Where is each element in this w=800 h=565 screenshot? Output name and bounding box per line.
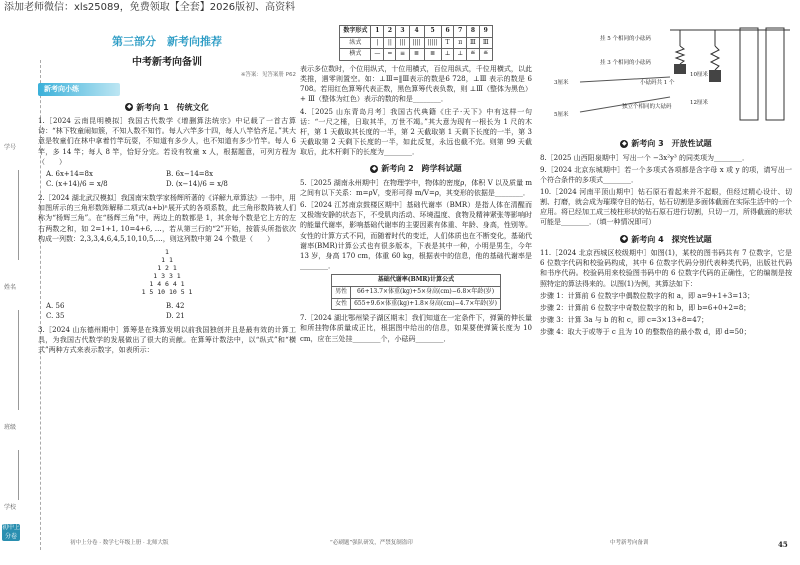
question-2: 2.［2024 湖北武汉模拟］我国南宋数学家杨辉所著的《详解九章算法》一书中，用如图所示的三角形数阵解释二项式(a+b)ⁿ展开式的各项系数，此三角形数阵被人们称为“杨辉三角”。在“杨辉三角”中，两边上的数都是 1，其余每个数是它上方的左右两数之和，如 2=1+1, 10=4+6, …，若从第三行的“2”开始，按箭头所指依次构成一列数：2,3,3,4,6,4,5,10,10,5,…，则这列数中第 24 个数是（ ） — [38, 194, 296, 243]
triangle-row: 1 5 10 10 5 1 — [141, 288, 193, 297]
option[interactable]: C. (x+14)/6 = x/8 — [46, 179, 108, 188]
column-left — [38, 22, 296, 357]
question-1: 1.［2024 云南昆明模拟］我国古代数学《增删算法统宗》中记载了一首古算诗：“林下牧童闹如簇，不知人数不知竹。每人六竿多十四，每人八竿恰齐足。”其大意是牧童们在林中拿着竹竿玩耍，不知道有多少人，也不知道有多少竹竿。每人 6 竿，多 14 竿；每人 8 竿，恰好分完。若设有牧童 x 人，根据题意，可列方程为（ ） — [38, 117, 296, 166]
bullet-icon: ◆ — [622, 235, 627, 243]
part-title: 第三部分 新考向推荐 — [112, 35, 222, 48]
diagram-label: 独立个相同的大砝码 — [622, 104, 672, 110]
diagram-length: 5厘米 — [554, 112, 569, 118]
question-8: 8.［2025 山西阳泉期中］写出一个 −3x²y³ 的同类项为________． — [540, 153, 750, 162]
section-ribbon: 新考向小练 — [38, 83, 120, 95]
option[interactable]: C. 35 — [46, 311, 65, 320]
table-row: 女性 655+9.6×体重(kg)+1.8×身高(cm)−4.7×年龄(岁) — [332, 298, 501, 310]
promo-banner: 添加老师微信：xls25089，免费领取【全套】2026版初、高资料 — [4, 2, 296, 13]
section-heading-3: ◆ 新考向 3 开放性试题 — [622, 139, 712, 148]
spring-diagram — [540, 22, 792, 132]
triangle-row: 1 3 3 1 — [153, 272, 181, 281]
binding-label-name: 姓名 — [4, 284, 17, 291]
answer-reference: ※答案：见答案册 P62 — [240, 72, 296, 79]
section-heading-2: ◆ 新考向 2 跨学科试题 — [372, 164, 462, 174]
question-3: 3.［2024 山东德州期中］算筹是在珠算发明以前我国独创并且是最有效的计算工具，为我国古代数学的发展做出了很大的贡献。在算筹计数法中，以“纵式”和“横式”两种方式来表示数字，如表所示： — [38, 325, 296, 355]
option[interactable]: A. 6x+14=8x — [46, 169, 93, 178]
binding-strip — [0, 60, 41, 550]
option[interactable]: A. 56 — [46, 301, 65, 310]
question-5: 5.［2025 湖南永州期中］在物理学中，物体的密度ρ，体积 V 以及质量 m 之间有以下关系：m=ρV，变形可得 m/V=ρ，其变形的依据是________． — [300, 178, 532, 198]
option[interactable]: D. 21 — [166, 311, 185, 320]
counting-rod-table — [339, 25, 492, 61]
footer-left: 初中上分卷 · 数学七年级上册 · 北师大版 — [70, 540, 169, 546]
question-9: 9.［2024 北京东城期中］若一个多项式各项都是含字母 x 或 y 的项，请写出一个符合条件的多项式________． — [540, 165, 792, 184]
binding-line — [18, 450, 19, 500]
bullet-icon: ◆ — [372, 164, 377, 172]
option[interactable]: B. 42 — [166, 301, 185, 310]
column-middle — [300, 22, 532, 346]
diagram-label: 挂 3 个相同的小砝码 — [600, 60, 651, 66]
binding-line — [18, 310, 19, 410]
triangle-row: 1 4 6 4 1 — [149, 280, 185, 289]
question-1-options — [46, 169, 296, 189]
question-2-options — [46, 301, 296, 321]
section-heading-4: ◆ 新考向 4 探究性试题 — [622, 234, 712, 244]
diagram-length: 3厘米 — [554, 80, 569, 86]
table-header-row: 数字形式 1 2 3 4 5 6 7 8 9 — [340, 26, 492, 38]
question-10: 10.［2024 河南平顶山期中］钻石原石看起来并不起眼，但经过精心设计、切割、打磨，就会成为璀璨夺目的钻石，钻石切割是多面体截面在实际生活中的一个应用。将已经加工成三棱柱形状的钻石原石进行切割，只切一刀，所得截面的形状可能是________．（填一种情况即可） — [540, 188, 792, 227]
footer-middle: “必刷题”强队研发，严禁复制盗印 — [330, 540, 413, 546]
question-7: 7.［2024 湖北鄂州梁子湖区期末］我们知道在一定条件下，弹簧的伸长量和所挂物体质量成正比，根据图中给出的信息，如果要使弹簧长度为 10 cm，应在三处挂________个，小砝码________． — [300, 314, 532, 343]
binding-label-id: 学号 — [4, 144, 17, 151]
diagram-length: 10厘米 — [690, 72, 708, 78]
question-11-step: 步骤 3：计算 3a 与 b 的和 c，即 c=3×13+8=47； — [540, 316, 709, 325]
option[interactable]: B. 6x−14=8x — [166, 169, 214, 178]
yang-hui-triangle — [38, 248, 296, 297]
option[interactable]: D. (x−14)/6 = x/8 — [166, 179, 228, 188]
triangle-row: 1 1 — [161, 255, 173, 264]
page-subtitle: 中考新考向备训 — [132, 56, 202, 68]
binding-tag: 初中上分卷 — [2, 524, 21, 540]
binding-label-school: 学校 — [4, 504, 17, 511]
spring-diagram-svg — [540, 22, 792, 132]
question-11-step: 步骤 4：取大于或等于 c 且为 10 的整数倍的最小数 d，即 d=50； — [540, 328, 751, 337]
diagram-label: 挂 5 个相同的小砝码 — [600, 36, 651, 42]
bmr-table-title: 基础代谢率(BMR)计算公式 — [332, 275, 501, 287]
bullet-icon: ◆ — [622, 139, 627, 147]
column-right — [540, 22, 792, 339]
page-number: 45 — [778, 540, 788, 549]
question-4: 4.［2025 山东青岛月考］我国古代典籍《庄子·天下》中有这样一句话：“一尺之棰，日取其半，万世不竭。”其大意为现有一根长为 1 尺的木杆，第 1 天截取其长度的一半，第 2 天截取第 1 天剩下长度的一半，第 3 天截取第 2 天剩下长度的一半，如此反复，永远也截不完。则第 99 天截取后，此木杆剩下的长度为________． — [300, 107, 532, 157]
table-row: 纵式 | || ||| |||| ||||| T π Ⅲ Ⅲ — [340, 37, 492, 49]
table-row: 男性 66+13.7×体重(kg)+5×身高(cm)−6.8×年龄(岁) — [332, 286, 501, 298]
diagram-label: 小砝码共 1 个 — [640, 80, 675, 86]
question-11-step: 步骤 1：计算前 6 位数字中偶数位数字的和 a，即 a=9+1+3=13； — [540, 291, 755, 300]
triangle-row: 1 — [165, 247, 169, 256]
table-row: 横式 — = ≡ ≣ ≣ ⊥ ⊥ ≝ ≝ — [340, 49, 492, 61]
triangle-row: 1 2 1 — [157, 264, 177, 273]
footer-right: 中考新考向备训 — [610, 540, 649, 546]
diagram-length: 12厘米 — [690, 100, 708, 106]
question-6: 6.［2024 江苏南京鼓楼区期中］基础代谢率（BMR）是指人体在清醒而又极端安静的状态下，不受肌肉活动、环境温度、食物及精神紧张等影响时的能量代谢率，影响基础代谢率的主要因素有体重、年龄、身高，性别等。女性的计算方式不同，而随着时代的变迁，人们体质也在不断变化，基础代谢率(BMR)计算公式也有很多版本，下表是其中一种，小明是男生，今年 13 岁，身高 170 cm，体重 60 kg，根据表中的信息，他的基础代谢率是________． — [300, 201, 532, 271]
binding-label-class: 班级 — [4, 424, 17, 431]
question-3-continued: 表示多位数时，个位用纵式，十位用横式，百位用纵式，千位用横式，以此类推，遇零则置空。如：⊥Ⅲ=‖Ⅲ表示的数是6 728，⊥Ⅲ 表示的数是 6 708。若用红色算筹代表正数，黑色算筹代表负数，则 ⊥Ⅲ（整体为黑色）+ Ⅲ（整体为红色）表示的数的和是________． — [300, 65, 532, 104]
section-heading-1: ◆ 新考向 1 传统文化 — [127, 102, 209, 112]
bmr-table — [331, 274, 501, 310]
binding-line — [18, 170, 19, 260]
question-11-step: 步骤 2：计算前 6 位数字中奇数位数字的和 b，即 b=6+0+2=8； — [540, 303, 751, 312]
question-11: 11.［2024 北京西城区校级期中］如图(1)，某校的图书码共有 7 位数字，它是 6 位数字代码和校验码构成，其中 6 位数字代码分别代表种类代码，出版社代码和书序代码。校验码用来校验图书码中的 6 位数字代码的正确性，它的编制是按照特定的算法得来的。以图(1)为例，其算法如下： — [540, 249, 792, 288]
bullet-icon: ◆ — [127, 103, 132, 111]
